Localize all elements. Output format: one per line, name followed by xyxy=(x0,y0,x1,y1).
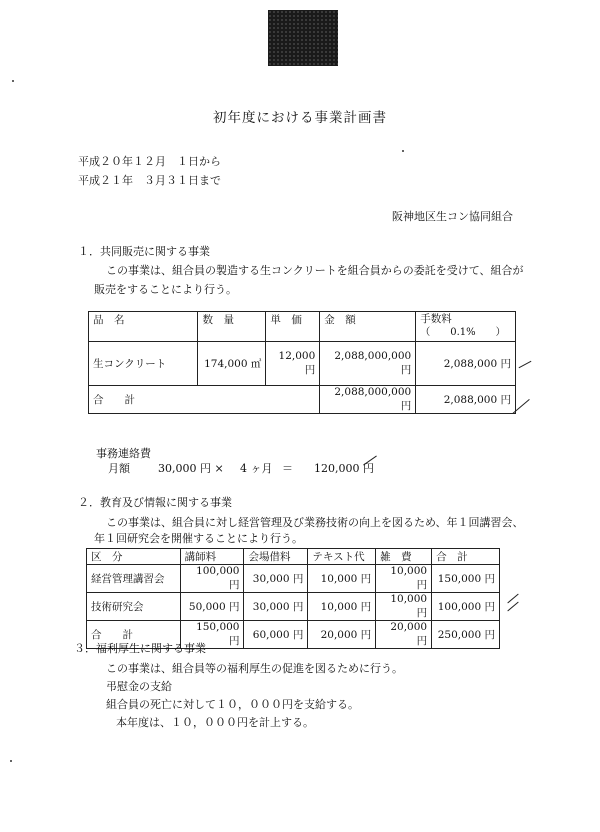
training-table-header xyxy=(87,549,500,565)
cell: 30,000 円 xyxy=(244,593,308,621)
redacted-stamp xyxy=(268,10,338,66)
cell: 50,000 円 xyxy=(180,593,244,621)
section1-heading: １．共同販売に関する事業 xyxy=(78,245,210,258)
fee-rate: （ 0.1% ） xyxy=(420,327,506,338)
check-mark xyxy=(519,361,532,368)
scan-speck xyxy=(10,760,12,762)
cell: 250,000 円 xyxy=(432,621,500,649)
training-table xyxy=(86,548,500,649)
amount: 2,088,000,000 円 xyxy=(320,342,416,386)
row-label: 技術研究会 xyxy=(87,593,181,621)
document-title: 初年度における事業計画書 xyxy=(213,110,387,126)
section3-line3: 本年度は、１０，０００円を計上する。 xyxy=(116,716,314,729)
section1-body-line2: 販売をすることにより行う。 xyxy=(94,283,237,296)
cell: 60,000 円 xyxy=(244,621,308,649)
table-row xyxy=(87,593,500,621)
scan-speck xyxy=(12,80,14,82)
cell: 150,000 円 xyxy=(432,565,500,593)
section3-sub-heading: 弔慰金の支給 xyxy=(106,680,172,693)
row-label: 経営管理講習会 xyxy=(87,565,181,593)
sales-table-row xyxy=(89,342,516,386)
office-fee-amount: 30,000 円 × xyxy=(158,462,224,475)
cell: 30,000 円 xyxy=(244,565,308,593)
cell: 10,000 円 xyxy=(376,565,432,593)
section3-body-line1: この事業は、組合員等の福利厚生の促進を図るために行う。 xyxy=(106,662,403,675)
header-misc: 雑 費 xyxy=(376,549,432,565)
header-total: 合 計 xyxy=(432,549,500,565)
cell: 100,000 円 xyxy=(432,593,500,621)
office-fee-total: 120,000 円 xyxy=(314,462,374,475)
cell: 10,000 円 xyxy=(308,565,376,593)
section3-line2: 組合員の死亡に対して１０，０００円を支給する。 xyxy=(106,698,359,711)
period-start: 平成２０年１２月 １日から xyxy=(78,155,221,168)
section3-heading: ３．福利厚生に関する事業 xyxy=(74,642,206,655)
section2-heading: ２．教育及び情報に関する事業 xyxy=(78,496,232,509)
item-name: 生コンクリート xyxy=(89,342,198,386)
office-fee-equals: ＝ xyxy=(282,462,293,475)
header-quantity: 数 量 xyxy=(198,312,266,342)
section2-body-line2: 年１回研究会を開催することにより行う。 xyxy=(94,532,303,545)
cell: 100,000 円 xyxy=(180,565,244,593)
office-fee-monthly-label: 月額 xyxy=(108,462,130,475)
sales-table-header xyxy=(89,312,516,342)
table-row xyxy=(87,565,500,593)
header-item: 品 名 xyxy=(89,312,198,342)
total-amount: 2,088,000,000 円 xyxy=(320,386,416,414)
header-unit-price: 単 価 xyxy=(266,312,320,342)
fee: 2,088,000 円 xyxy=(416,342,516,386)
header-amount: 金 額 xyxy=(320,312,416,342)
total-label: 合 計 xyxy=(89,386,320,414)
period-end: 平成２１年 ３月３１日まで xyxy=(78,174,221,187)
sales-table-total-row xyxy=(89,386,516,414)
row-label: 合 計 xyxy=(87,621,181,649)
sales-table xyxy=(88,311,516,414)
quantity: 174,000 ㎥ xyxy=(198,342,266,386)
header-fee-label: 手数料 xyxy=(420,313,452,325)
section2-body-line1: この事業は、組合員に対し経営管理及び業務技術の向上を図るため、年１回講習会、 xyxy=(106,516,524,529)
office-fee-months: 4 ヶ月 xyxy=(240,462,273,475)
header-lecturer-fee: 講師料 xyxy=(180,549,244,565)
header-venue-fee: 会場借料 xyxy=(244,549,308,565)
cell: 20,000 円 xyxy=(308,621,376,649)
scan-speck xyxy=(402,150,404,152)
organization-name: 阪神地区生コン協同組合 xyxy=(392,210,513,223)
check-mark xyxy=(507,602,518,612)
cell: 20,000 円 xyxy=(376,621,432,649)
header-fee xyxy=(416,312,516,342)
header-category: 区 分 xyxy=(87,549,181,565)
unit-price: 12,000 円 xyxy=(266,342,320,386)
header-text-fee: テキスト代 xyxy=(308,549,376,565)
cell: 150,000 円 xyxy=(180,621,244,649)
section1-body-line1: この事業は、組合員の製造する生コンクリートを組合員からの委託を受けて、組合が xyxy=(106,264,524,277)
cell: 10,000 円 xyxy=(376,593,432,621)
cell: 10,000 円 xyxy=(308,593,376,621)
office-fee-label: 事務連絡費 xyxy=(96,447,151,460)
total-fee: 2,088,000 円 xyxy=(416,386,516,414)
